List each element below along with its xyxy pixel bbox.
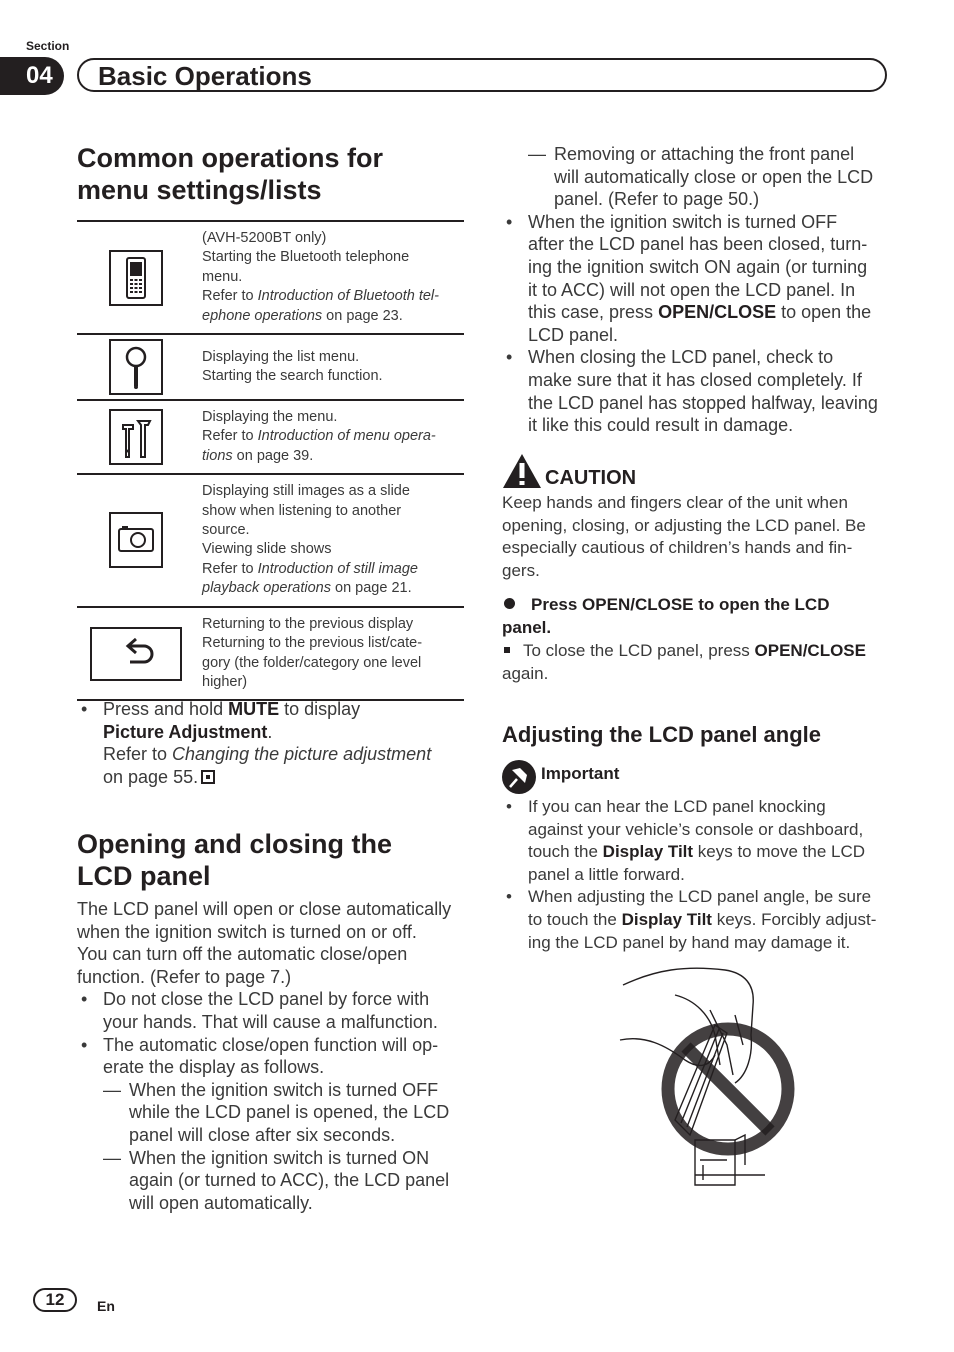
row-text-line: Displaying still images as a slide	[202, 483, 410, 500]
list-item: • When closing the LCD panel, check to make sure that it has closed completely. If the LCD panel has stopped halfway, leaving it like this could result in damage.	[506, 347, 878, 436]
row-text-line: Viewing slide shows	[202, 541, 332, 558]
tools-icon	[109, 409, 163, 465]
table-row	[77, 400, 464, 474]
list-item: • When the ignition switch is turned OFF after the LCD panel has been closed, turn- ing the ignition switch ON again (or turning it to ACC) will not open the LCD panel. In this case, press OPEN/CLOSE to open the LCD panel.	[506, 211, 872, 345]
right-column-body	[502, 143, 897, 437]
operations-table	[77, 220, 464, 701]
list-item: • The automatic close/open function will op- erate the display as follows.	[81, 1034, 439, 1078]
caution-title: CAUTION	[545, 467, 637, 489]
row-text-line: tions on page 39.	[202, 447, 314, 464]
step-instruction: Press OPEN/CLOSE to open the LCD panel.	[502, 595, 830, 637]
heading-opening-closing	[77, 828, 477, 892]
important-label: Important	[541, 764, 620, 783]
row-text-line: Returning to the previous display	[202, 615, 414, 632]
row-text-line: Starting the search function.	[202, 368, 383, 385]
row-text-line: Displaying the list menu.	[202, 348, 360, 365]
prohibited-hand-adjust-illustration	[615, 965, 805, 1195]
row-text-line: gory (the folder/category one level	[202, 654, 422, 671]
sub-list-item: — When the ignition switch is turned OFF while the LCD panel is opened, the LCD panel will close after six seconds.	[103, 1079, 450, 1145]
step-note: To close the LCD panel, press OPEN/CLOSE again.	[502, 641, 866, 683]
icon-cell	[77, 334, 195, 400]
language-code: En	[97, 1298, 115, 1314]
heading-line: menu settings/lists	[77, 175, 322, 205]
sub-list-item: — When the ignition switch is turned ON again (or turned to ACC), the LCD panel will open automatically.	[103, 1147, 450, 1213]
end-mark-icon	[201, 770, 215, 784]
note-square-icon	[504, 647, 510, 653]
row-text-line: playback operations on page 21.	[202, 580, 412, 597]
phone-icon	[109, 250, 163, 306]
opening-body: The LCD panel will open or close automatically when the ignition switch is turned on or off. You can turn off the automatic close/open function. (Refer to page 7.) • Do not close the LCD panel by force with your hands. That will cause a malfunction. • The automatic close/open function will op- erate the display as follows. — When the ignition switch is turned OFF while the LCD panel is opened, the LCD panel will close after six seconds. — When the ignition switch is turned ON again (or turned to ACC), the LCD panel will open automatically.	[77, 898, 472, 1214]
table-row	[77, 221, 464, 334]
heading-adjusting-angle: Adjusting the LCD panel angle	[502, 722, 822, 747]
icon-cell	[77, 221, 195, 334]
search-icon	[109, 339, 163, 395]
important-icon	[502, 760, 536, 794]
row-description	[195, 334, 464, 400]
step-bullet-icon	[504, 598, 515, 609]
row-text-line: Displaying the menu.	[202, 409, 338, 426]
table-row	[77, 334, 464, 400]
icon-cell	[77, 474, 195, 606]
section-label: Section	[26, 39, 70, 53]
row-description	[195, 221, 464, 334]
row-text-line: show when listening to another	[202, 502, 402, 519]
warning-icon	[502, 453, 542, 489]
camera-icon	[109, 512, 163, 568]
row-text-line: Refer to Introduction of Bluetooth tel-	[202, 288, 439, 305]
section-number-badge: 04	[0, 57, 64, 95]
row-description	[195, 474, 464, 606]
row-text-line: (AVH-5200BT only)	[202, 230, 327, 246]
section-title: Basic Operations	[98, 61, 312, 91]
list-item: • When adjusting the LCD panel angle, be sure to touch the Display Tilt keys. Forcibly adjust- ing the LCD panel by hand may damage it.	[506, 887, 877, 952]
row-text-line: menu.	[202, 268, 243, 285]
row-text-line: source.	[202, 522, 250, 539]
row-text-line: Refer to Introduction of menu opera-	[202, 428, 436, 445]
page-number: 12	[33, 1288, 77, 1312]
icon-cell	[77, 607, 195, 701]
table-row	[77, 607, 464, 701]
row-description	[195, 400, 464, 474]
row-text-line: ephone operations on page 23.	[202, 307, 403, 324]
caution-header	[502, 453, 637, 494]
row-text-line: Starting the Bluetooth telephone	[202, 249, 410, 266]
list-item: • If you can hear the LCD panel knocking against your vehicle’s console or dashboard, touch the Display Tilt keys to move the LCD panel a little forward.	[506, 797, 866, 884]
list-item: • Do not close the LCD panel by force with your hands. That will cause a malfunction.	[81, 989, 438, 1032]
heading-line: LCD panel	[77, 861, 211, 891]
heading-line: Opening and closing the	[77, 829, 393, 859]
sub-list-item: — Removing or attaching the front panel will automatically close or open the LCD panel. (Refer to page 50.)	[528, 144, 874, 210]
heading-line: Common operations for	[77, 143, 384, 173]
adjusting-body	[502, 796, 902, 954]
heading-common-operations	[77, 142, 477, 206]
caution-text: Keep hands and fingers clear of the unit when opening, closing, or adjusting the LCD panel. Be especially cautious of children’s hands and fin- gers.	[502, 493, 866, 580]
icon-cell	[77, 400, 195, 474]
row-text-line: higher)	[202, 673, 248, 690]
row-description	[195, 607, 464, 701]
back-arrow-icon	[90, 627, 182, 681]
row-text-line: Refer to Introduction of still image	[202, 560, 418, 577]
table-row	[77, 474, 464, 606]
row-text-line: Returning to the previous list/cate-	[202, 635, 423, 652]
mute-note: • Press and hold MUTE to display Picture Adjustment. Refer to Changing the picture adjustment on page 55.	[81, 699, 432, 787]
